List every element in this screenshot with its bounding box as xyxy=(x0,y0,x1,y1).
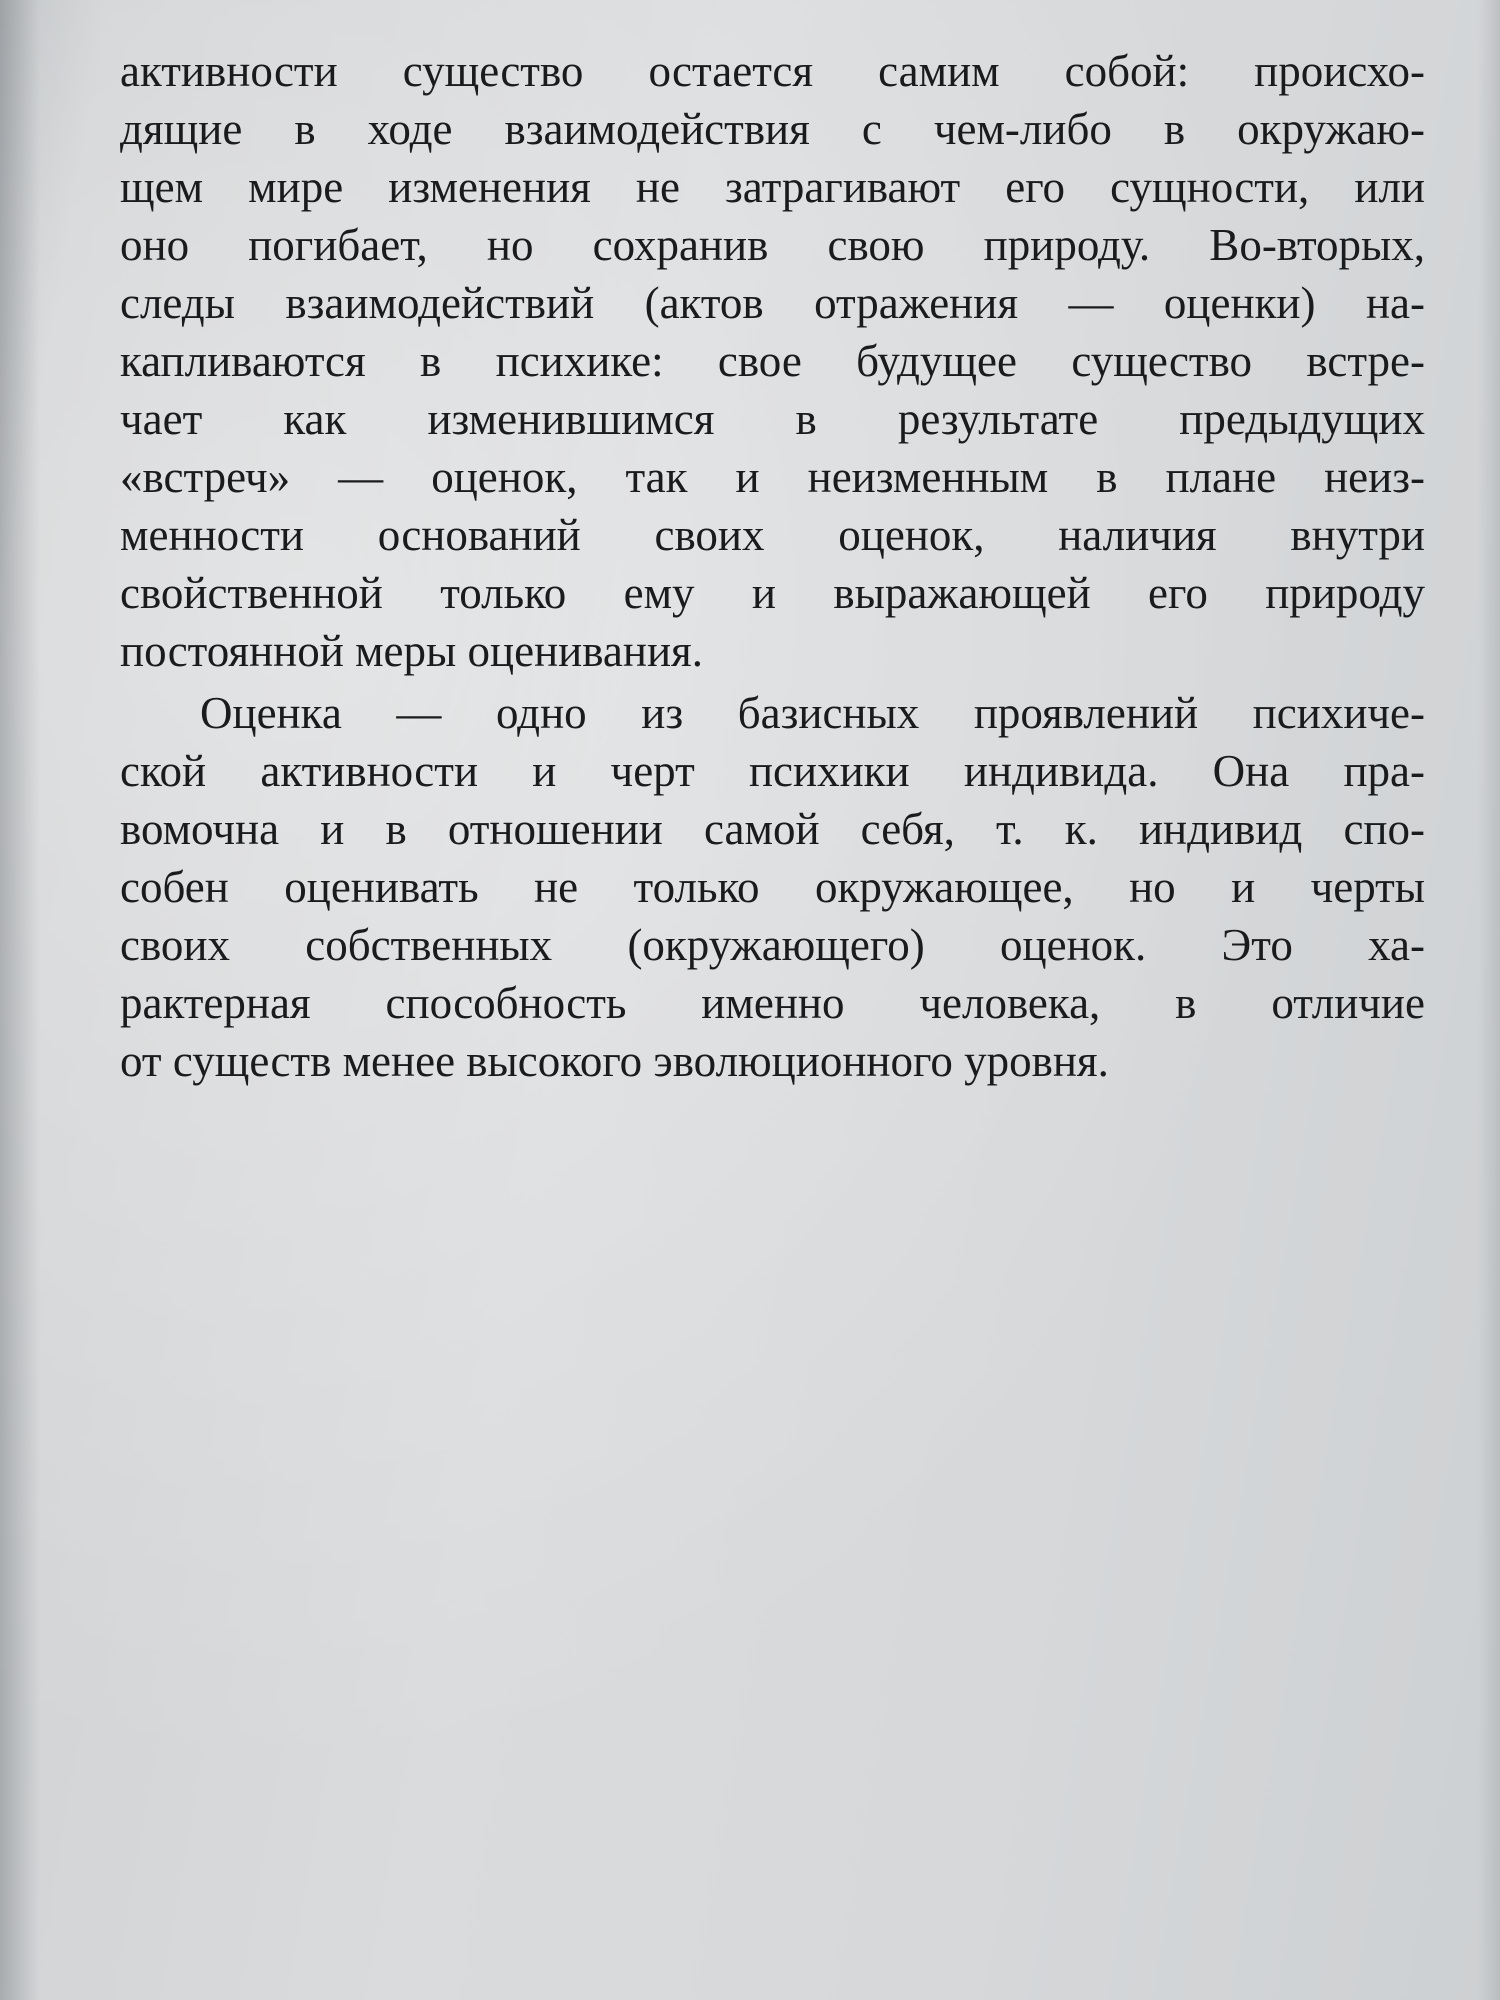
text-line: чает как изменившимся в результате предыдущих xyxy=(120,394,1425,444)
text-line: «встреч» — оценок, так и неизменным в плане неиз- xyxy=(120,452,1425,502)
text-line: Оценка — одно из базисных проявлений психиче- xyxy=(200,688,1425,738)
text-line: капливаются в психике: свое будущее существо встре- xyxy=(120,336,1425,386)
text-line: от существ менее высокого эволюционного уровня. xyxy=(120,1036,1109,1086)
text-line: свойственной только ему и выражающей его природу xyxy=(120,568,1425,618)
page-gutter-shadow xyxy=(0,0,40,2000)
text-line: собен оценивать не только окружающее, но и черты xyxy=(120,862,1425,912)
text-line: постоянной меры оценивания. xyxy=(120,626,703,676)
text-line: своих собственных (окружающего) оценок. Это ха- xyxy=(120,920,1425,970)
body-text xyxy=(120,42,1425,1090)
text-line: следы взаимодействий (актов отражения — оценки) на- xyxy=(120,278,1425,328)
text-line: активности существо остается самим собой: происхо- xyxy=(120,46,1425,96)
text-line: щем мире изменения не затрагивают его сущности, или xyxy=(120,162,1425,212)
page-right-edge xyxy=(1478,0,1500,2000)
text-line: менности оснований своих оценок, наличия внутри xyxy=(120,510,1425,560)
text-line: дящие в ходе взаимодействия с чем-либо в окружаю- xyxy=(120,104,1425,154)
text-line: вомочна и в отношении самой себя, т. к. индивид спо- xyxy=(120,804,1425,854)
text-line: оно погибает, но сохранив свою природу. Во-вторых, xyxy=(120,220,1425,270)
text-line: рактерная способность именно человека, в отличие xyxy=(120,978,1425,1028)
text-line: ской активности и черт психики индивида. Она пра- xyxy=(120,746,1425,796)
